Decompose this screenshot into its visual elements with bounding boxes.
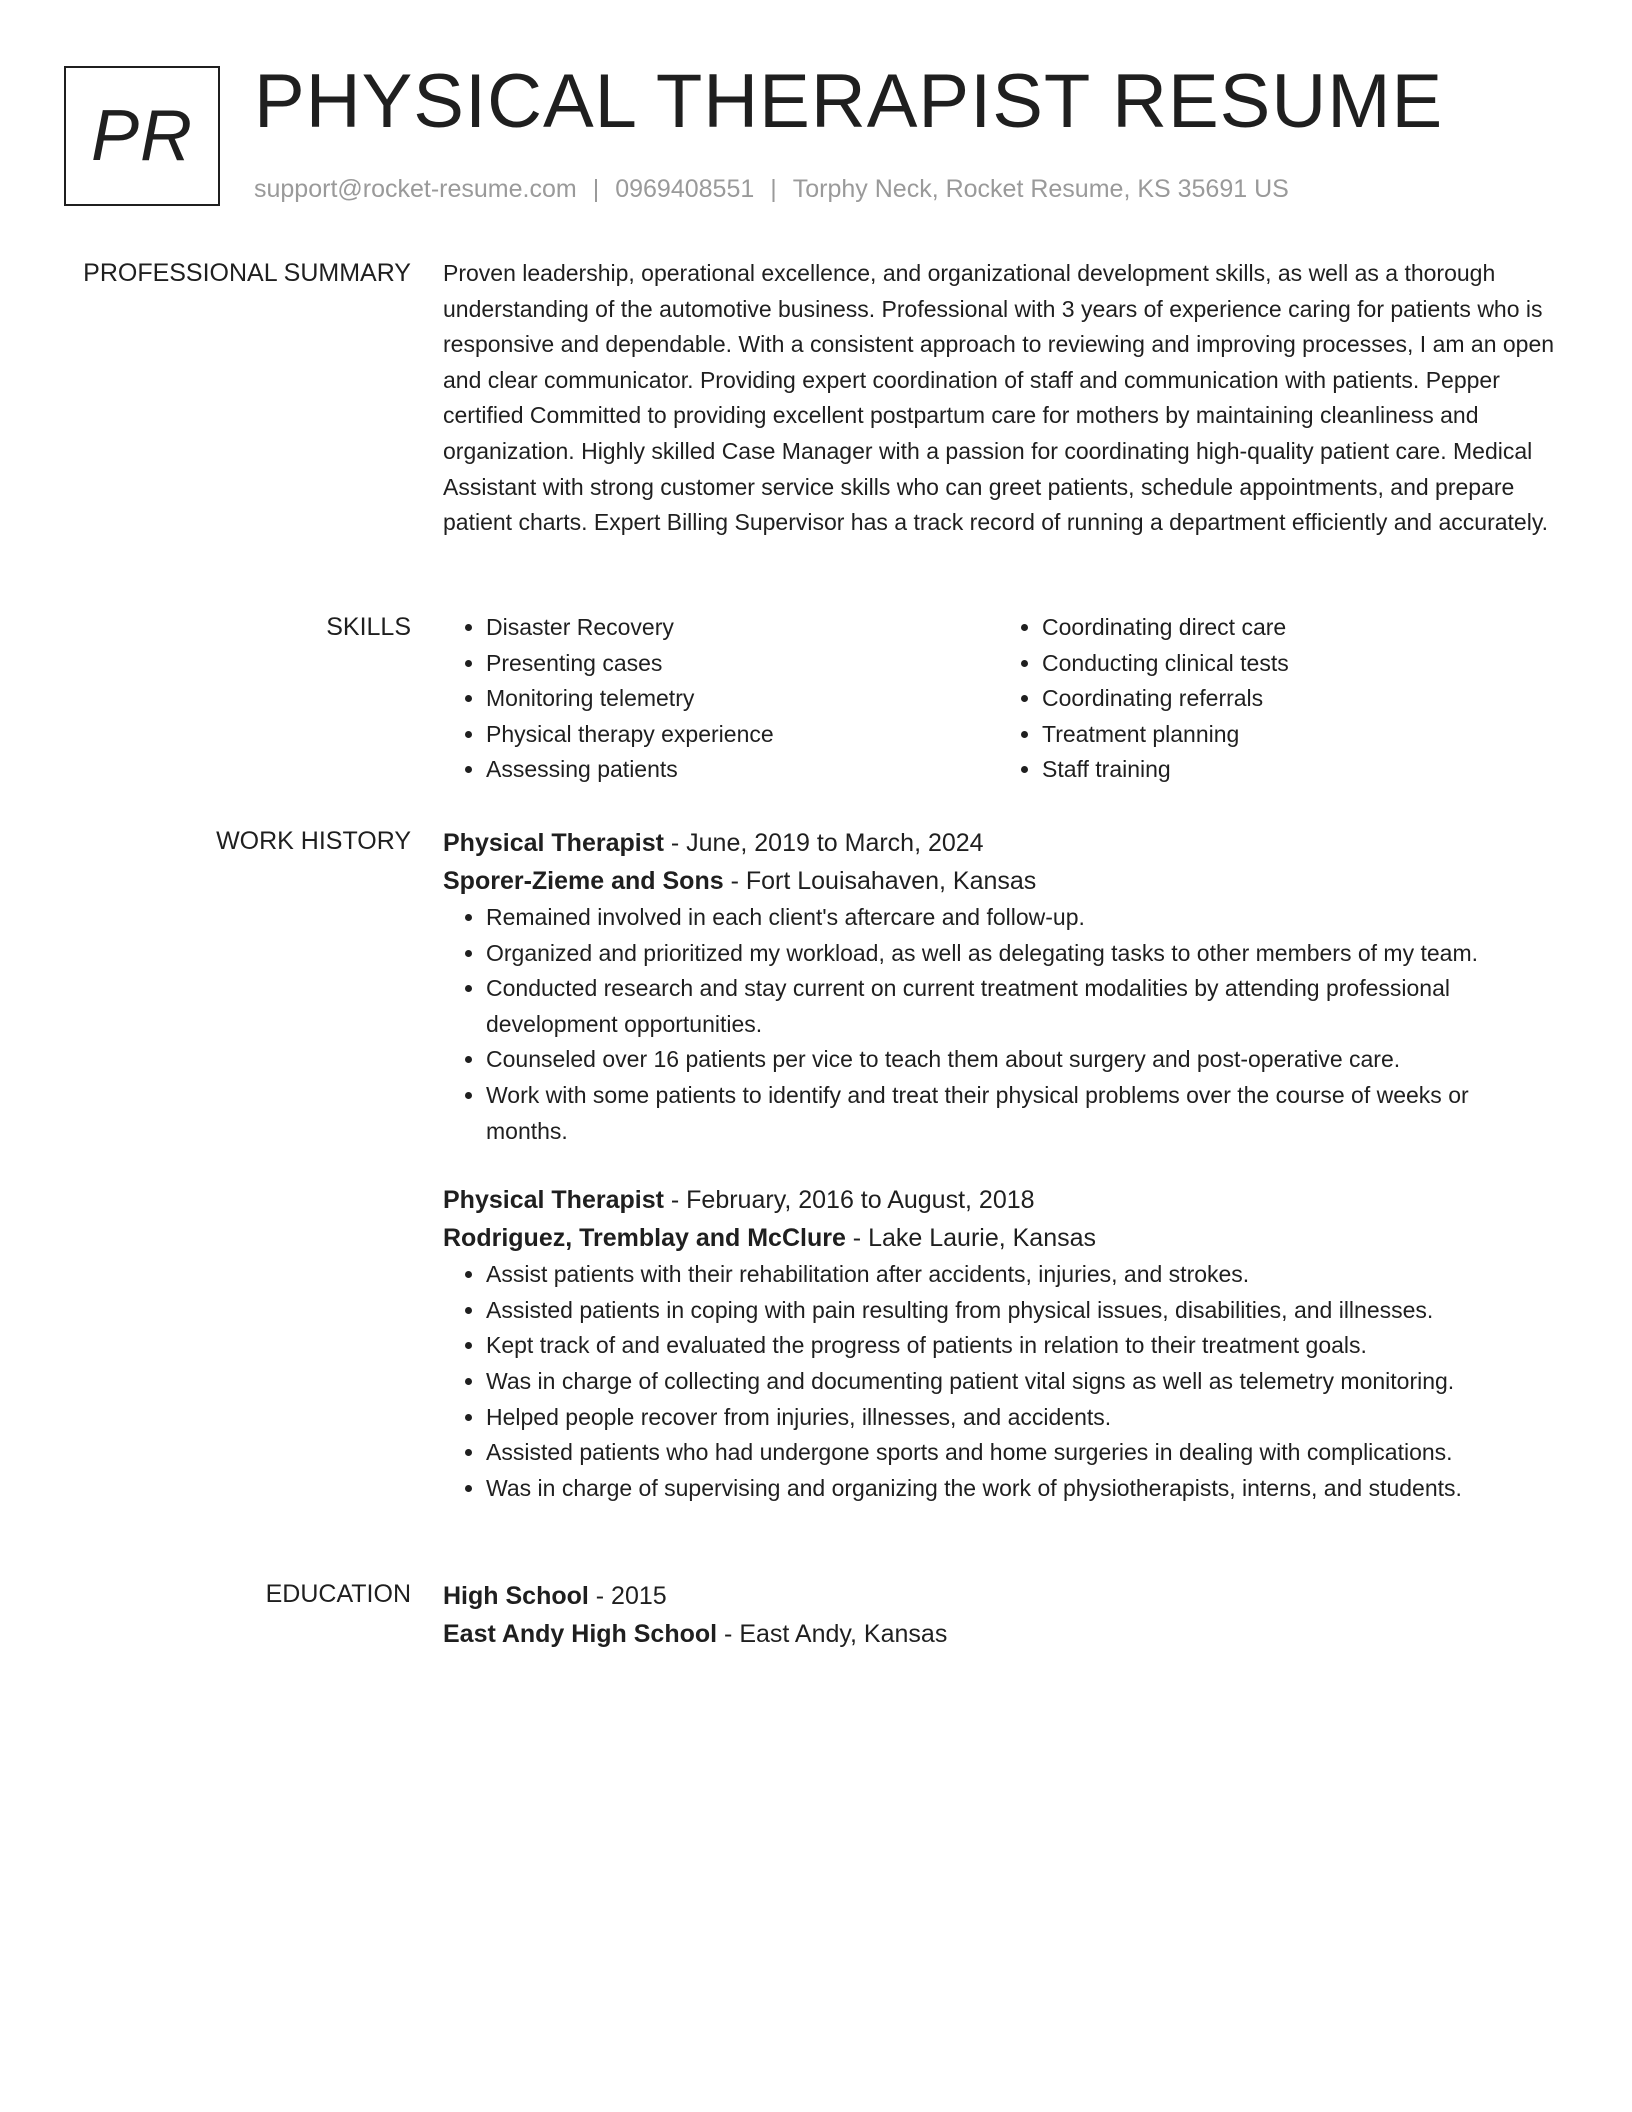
summary-body xyxy=(443,256,1555,541)
skill-item: • Conducting clinical tests xyxy=(1042,646,1555,682)
job-duty: • Counseled over 16 patients per vice to teach them about surgery and post-operative care. xyxy=(486,1042,1555,1078)
education-degree-line xyxy=(443,1577,1555,1615)
education-body xyxy=(443,1577,1555,1653)
contact-line xyxy=(254,172,1289,206)
contact-separator: | xyxy=(770,175,777,203)
skill-item: • Coordinating referrals xyxy=(1042,681,1555,717)
education-school-line xyxy=(443,1615,1555,1653)
skill-item: • Physical therapy experience xyxy=(486,717,999,753)
job-duty: • Assisted patients in coping with pain resulting from physical issues, disabilities, and illnesses. xyxy=(486,1293,1555,1329)
skills-heading: SKILLS xyxy=(326,613,411,641)
job-duty: • Assist patients with their rehabilitation after accidents, injuries, and strokes. xyxy=(486,1257,1555,1293)
job-duty: • Work with some patients to identify and treat their physical problems over the course of weeks or months. xyxy=(486,1078,1555,1149)
summary-text: Proven leadership, operational excellence, and organizational development skills, as well as a thorough understanding of the automotive business. Professional with 3 years of experience caring for patients who is responsive and dependable. With a consistent approach to reviewing and improving processes, I am an open and clear communicator. Providing expert coordination of staff and communication with patients. Pepper certified Committed to providing excellent postpartum care for mothers by maintaining cleanliness and organization. Highly skilled Case Manager with a passion for coordinating high-quality patient care. Medical Assistant with strong customer service skills who can greet patients, schedule appointments, and prepare patient charts. Expert Billing Supervisor has a track record of running a department efficiently and accurately. xyxy=(443,260,1555,536)
job-duty: • Kept track of and evaluated the progress of patients in relation to their treatment goals. xyxy=(486,1328,1555,1364)
job-title: Physical Therapist xyxy=(443,829,664,857)
job-duty: • Was in charge of collecting and documenting patient vital signs as well as telemetry monitoring. xyxy=(486,1364,1555,1400)
job-title-line xyxy=(443,824,1555,862)
skill-item: • Treatment planning xyxy=(1042,717,1555,753)
job-dates: - February, 2016 to August, 2018 xyxy=(663,1186,1035,1215)
skills-list-left xyxy=(443,610,999,788)
education-location: - East Andy, Kansas xyxy=(717,1620,948,1648)
job-duty: • Remained involved in each client's aftercare and follow-up. xyxy=(486,900,1555,936)
skill-item: • Coordinating direct care xyxy=(1042,610,1555,646)
skill-item: • Presenting cases xyxy=(486,646,999,682)
job-location: - Fort Louisahaven, Kansas xyxy=(723,867,1037,895)
skills-list-right xyxy=(999,610,1555,788)
job-duties-list xyxy=(443,1257,1555,1506)
education-year: - 2015 xyxy=(588,1582,667,1610)
education-school: East Andy High School xyxy=(443,1620,718,1648)
job-duty: • Helped people recover from injuries, illnesses, and accidents. xyxy=(486,1400,1555,1436)
job-duty: • Organized and prioritized my workload, as well as delegating tasks to other members of my team. xyxy=(486,936,1555,972)
skill-item: • Staff training xyxy=(1042,752,1555,788)
job-entry xyxy=(443,1181,1555,1506)
job-duty: • Assisted patients who had undergone sports and home surgeries in dealing with complications. xyxy=(486,1435,1555,1471)
job-duty: • Was in charge of supervising and organizing the work of physiotherapists, interns, and students. xyxy=(486,1471,1555,1507)
skills-columns xyxy=(443,610,1555,788)
monogram-box xyxy=(64,66,220,206)
summary-heading: PROFESSIONAL SUMMARY xyxy=(83,259,411,287)
job-location: - Lake Laurie, Kansas xyxy=(845,1224,1097,1253)
job-company-line xyxy=(443,1219,1555,1257)
resume-title: PHYSICAL THERAPIST RESUME xyxy=(254,59,1444,144)
job-dates: - June, 2019 to March, 2024 xyxy=(663,829,984,857)
work-history-body xyxy=(443,824,1555,1506)
skills-body xyxy=(443,610,1555,788)
contact-email: support@rocket-resume.com xyxy=(254,175,577,203)
contact-phone: 0969408551 xyxy=(615,175,755,203)
job-title: Physical Therapist xyxy=(443,1186,664,1215)
skill-item: • Monitoring telemetry xyxy=(486,681,999,717)
skill-item: • Disaster Recovery xyxy=(486,610,999,646)
contact-separator: | xyxy=(592,175,600,203)
job-company-line xyxy=(443,862,1555,900)
job-duty: • Conducted research and stay current on current treatment modalities by attending professional development opportunities. xyxy=(486,971,1555,1042)
job-duties-list xyxy=(443,900,1555,1149)
contact-address: Torphy Neck, Rocket Resume, KS 35691 US xyxy=(792,175,1289,203)
education-degree: High School xyxy=(443,1582,589,1610)
job-title-line xyxy=(443,1181,1555,1219)
education-heading: EDUCATION xyxy=(265,1580,411,1608)
work-history-heading: WORK HISTORY xyxy=(216,827,411,855)
job-company: Sporer-Zieme and Sons xyxy=(443,867,724,895)
job-entry xyxy=(443,824,1555,1149)
monogram-initials: PR xyxy=(90,96,194,176)
skill-item: • Assessing patients xyxy=(486,752,999,788)
job-company: Rodriguez, Tremblay and McClure xyxy=(443,1224,846,1253)
